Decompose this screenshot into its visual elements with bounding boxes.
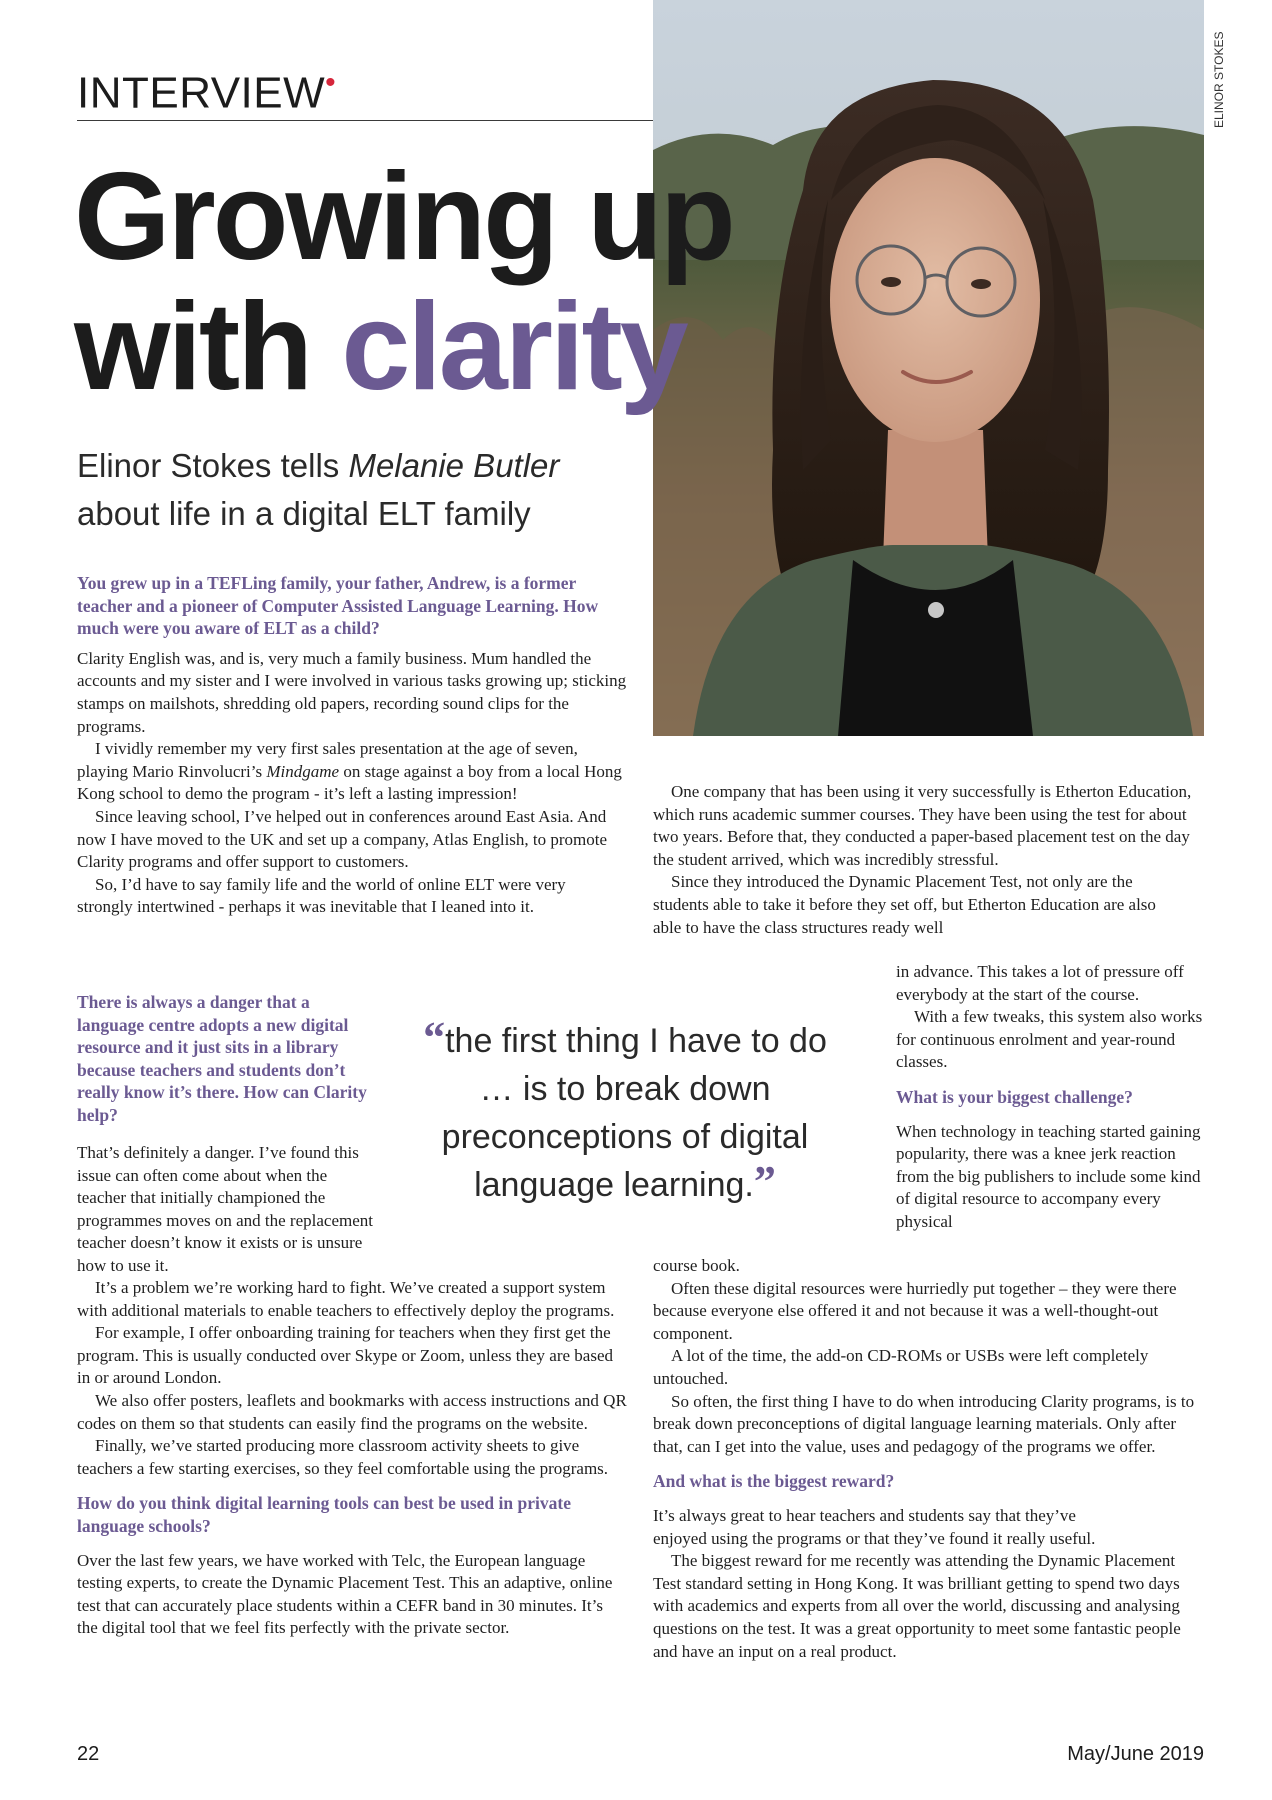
section-label: INTERVIEW•: [77, 66, 337, 118]
headline: Growing up with clarity: [74, 148, 733, 416]
column-1-narrow-text: [77, 1142, 375, 1278]
author-name: Melanie Butler: [348, 447, 560, 484]
paragraph: For example, I offer onboarding training for teachers when they first get the program. This is usually conducted over Skype or Zoom, unless they are based in or around London.: [77, 1323, 614, 1388]
paragraph: A lot of the time, the add-on CD-ROMs or USBs were left completely untouched.: [653, 1346, 1149, 1388]
close-quote-mark: ”: [753, 1157, 776, 1206]
paragraph: The biggest reward for me recently was attending the Dynamic Placement Test standard setting in Hong Kong. It was brilliant getting to spend two days with academics and experts from all over the world, discussing and analysing questions on the test. It was a great opportunity to meet some fantastic people and have an input on a real product.: [653, 1551, 1181, 1661]
column-1-bottom: [77, 1277, 627, 1640]
paragraph: course book.: [653, 1256, 740, 1275]
question-heading: You grew up in a TEFLing family, your father, Andrew, is a former teacher and a pioneer of Computer Assisted Language Learning. How much were you aware of ELT as a child?: [77, 573, 599, 639]
pull-quote: “the first thing I have to do … is to break down preconceptions of digital language learning.”: [423, 1013, 827, 1206]
open-quote-mark: “: [423, 1013, 446, 1062]
paragraph: That’s definitely a danger. I’ve found this issue can often come about when the teacher that initially championed the programmes moves on and the replacement teacher doesn’t know it exists or is unsure how to use it.: [77, 1143, 373, 1275]
paragraph: So, I’d have to say family life and the world of online ELT were very strongly intertwined - perhaps it was inevitable that I leaned into it.: [77, 874, 566, 917]
paragraph: When technology in teaching started gaining popularity, there was a knee jerk reaction from the big publishers to include some kind of digital resource to accompany every physical: [896, 1121, 1201, 1231]
question-heading: There is always a danger that a language centre adopts a new digital resource and it just sits in a library because teachers and students don’t really know it’s there. How can Clarity help?: [77, 992, 367, 1125]
paragraph: Often these digital resources were hurriedly put together – they were there because everyone else offered it and not because it was a well-thought-out component.: [653, 1278, 1177, 1343]
section-dot: •: [325, 66, 337, 99]
paragraph: I vividly remember my very first sales presentation at the age of seven, playing Mario Rinvolucri’s Mindgame on stage against a boy from a local Hong Kong school to demo the program - it’s left a lasting impression!: [77, 739, 622, 804]
column-1-narrow: [77, 991, 375, 1127]
paragraph: So often, the first thing I have to do when introducing Clarity programs, is to break down preconceptions of digital language learning materials. Only after that, can I get into the value, uses and pedagogy of the programs we offer.: [653, 1391, 1195, 1456]
paragraph: It’s a problem we’re working hard to fight. We’ve created a support system with additional materials to enable teachers to effectively deploy the programs.: [77, 1278, 615, 1320]
portrait-photo: [653, 0, 1204, 736]
column-2-bottom: [653, 1255, 1205, 1663]
question-heading: And what is the biggest reward?: [653, 1471, 895, 1492]
paragraph: With a few tweaks, this system also works for continuous enrolment and year-round classes.: [896, 1007, 1203, 1072]
column-2-top: [653, 781, 1205, 939]
side-tab: ELINOR STOKES: [1212, 31, 1226, 128]
column-1-top: [77, 572, 627, 919]
paragraph: Finally, we’ve started producing more classroom activity sheets to give teachers a few starting exercises, so they feel comfortable using the programs.: [77, 1436, 609, 1478]
paragraph: in advance. This takes a lot of pressure off everybody at the start of the course.: [896, 962, 1184, 1004]
issue-date: May/June 2019: [1067, 1743, 1204, 1765]
paragraph: One company that has been using it very successfully is Etherton Education, which runs academic summer courses. They have been using the test for about two years. Before that, they conducted a paper-based placement test on the day the student arrived, which was incredibly stressful.: [653, 782, 1192, 869]
page-number: 22: [77, 1743, 100, 1765]
headline-accent: clarity: [341, 278, 686, 416]
standfirst: Elinor Stokes tells Melanie Butler about life in a digital ELT family: [77, 447, 560, 532]
paragraph: Since leaving school, I’ve helped out in conferences around East Asia. And now I have moved to the UK and set up a company, Atlas English, to promote Clarity programs and offer support to customers.: [77, 806, 608, 872]
paragraph: Clarity English was, and is, very much a family business. Mum handled the accounts and my sister and I were involved in various tasks growing up; sticking stamps on mailshots, shredding old papers, recording sound clips for the programs.: [77, 648, 627, 736]
paragraph: We also offer posters, leaflets and bookmarks with access instructions and QR codes on them so that students can easily find the programs on the website.: [77, 1390, 627, 1433]
program-title: Mindgame: [266, 761, 340, 781]
paragraph: It’s always great to hear teachers and students say that they’ve enjoyed using the programs or that they’ve found it really useful.: [653, 1505, 1096, 1548]
paragraph: Since they introduced the Dynamic Placement Test, not only are the students able to take it before they set off, but Etherton Education are also able to have the class structures ready well: [653, 872, 1156, 937]
column-2-narrow: [896, 961, 1206, 1234]
paragraph: Over the last few years, we have worked with Telc, the European language testing experts, to create the Dynamic Placement Test. This an adaptive, online test that can accurately place students within a CEFR band in 30 minutes. It’s the digital tool that we feel fits perfectly with the private sector.: [77, 1550, 613, 1638]
section-rule: [77, 120, 653, 121]
question-heading: How do you think digital learning tools can best be used in private language schools?: [77, 1493, 571, 1536]
question-heading: What is your biggest challenge?: [896, 1086, 1133, 1107]
